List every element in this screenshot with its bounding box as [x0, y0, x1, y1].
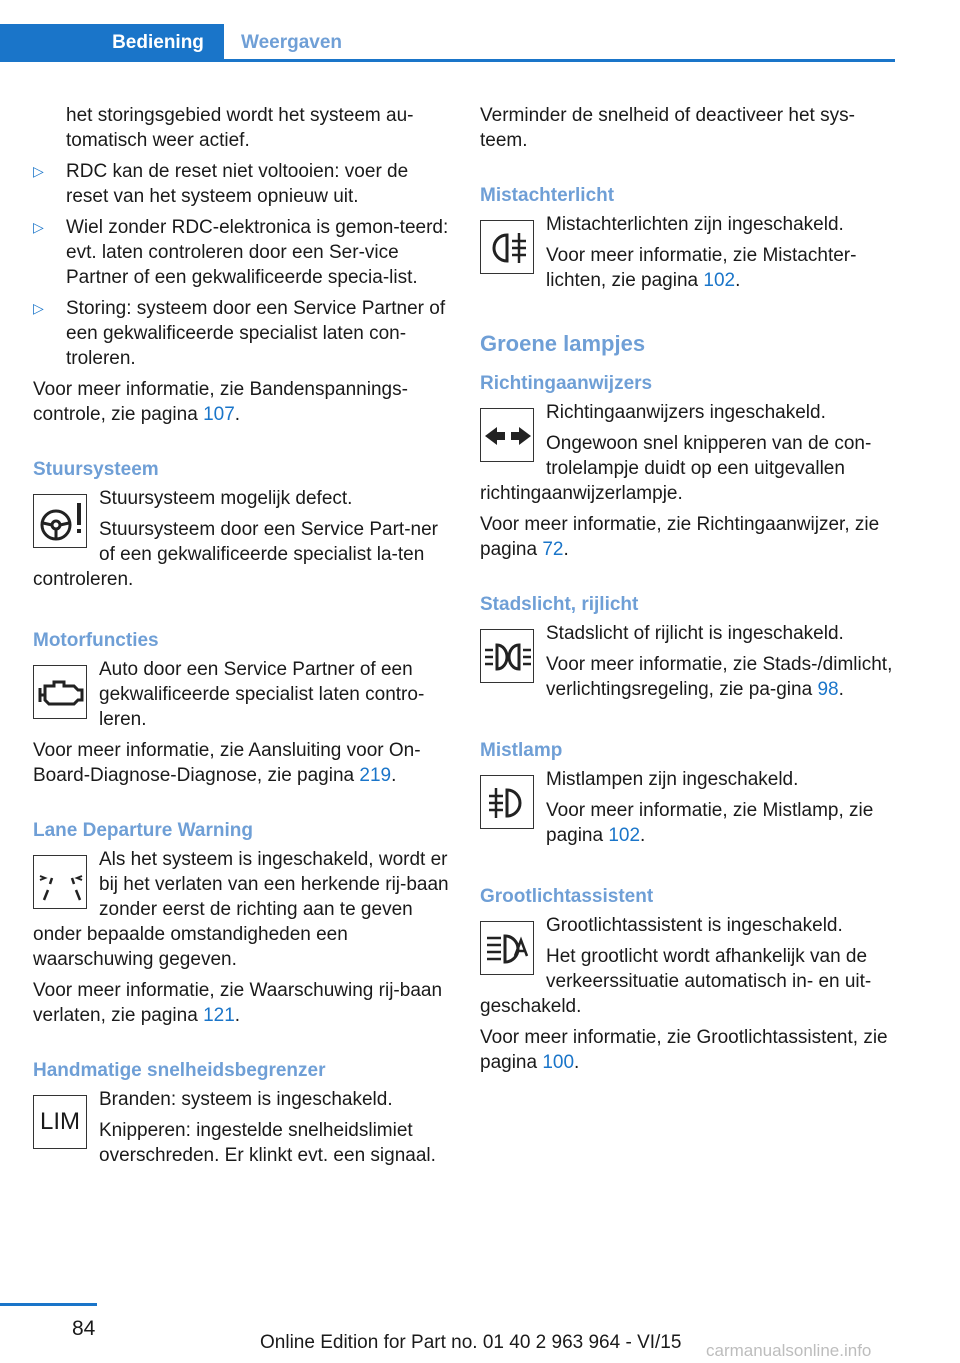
list-item	[33, 159, 451, 209]
item-text: Stuursysteem mogelijk defect.	[99, 488, 353, 509]
item-text: Als het systeem is ingeschakeld, wordt er bij het verlaten van een herkende rij-baan zonder eerst de richting aan te geven onder bepaalde omstandigheden een waarschuwing gegeven.	[33, 849, 449, 970]
reference-label: Voor meer informatie, zie Bandenspannings-controle, zie pagina	[33, 379, 408, 425]
parking-light-icon	[480, 629, 534, 683]
section-groene-lampjes	[480, 329, 898, 562]
reference-text: Voor meer informatie, zie Aansluiting voor On-Board-Diagnose-Diagnose, zie pagina 219.	[33, 740, 421, 786]
triangle-bullet-icon: ▷	[33, 300, 44, 316]
header-bar	[0, 0, 895, 62]
triangle-bullet-icon: ▷	[33, 163, 44, 179]
section-title: Stuursysteem	[33, 459, 159, 480]
section-motorfuncties	[33, 628, 451, 788]
reference-text: Voor meer informatie, zie Bandenspannings-controle, zie pagina 107.	[33, 379, 408, 425]
list-item-text: Storing: systeem door een Service Partner of een gekwalificeerde specialist laten con-troleren.	[66, 298, 446, 369]
edition-text: Online Edition for Part no. 01 40 2 963 964 - VI/15	[260, 1332, 682, 1353]
reference-label: Voor meer informatie, zie Grootlichtassistent, zie pagina	[480, 1027, 888, 1073]
section-lane-departure	[33, 818, 451, 1028]
rear-fog-light-icon	[480, 220, 534, 274]
tab-bediening-label: Bediening	[112, 32, 204, 53]
watermark: carmanualsonline.info	[706, 1341, 872, 1360]
tab-bediening[interactable]	[0, 24, 224, 62]
item-text: Mistachterlichten zijn ingeschakeld.	[546, 214, 844, 235]
item-text: Auto door een Service Partner of een gekwalificeerde specialist laten contro-leren.	[99, 659, 425, 730]
section-title: Stadslicht, rijlicht	[480, 594, 639, 615]
reference-text: Voor meer informatie, zie Stads-/dimlicht, verlichtingsregeling, zie pa-gina 98.	[546, 654, 893, 700]
reference-text: Voor meer informatie, zie Grootlichtassistent, zie pagina 100.	[480, 1027, 888, 1073]
paragraph-continuation: het storingsgebied wordt het systeem au-tomatisch weer actief.	[66, 105, 414, 151]
section-title: Handmatige snelheidsbegrenzer	[33, 1060, 326, 1081]
reference-label: Voor meer informatie, zie Aansluiting voor On-Board-Diagnose-Diagnose, zie pagina	[33, 740, 421, 786]
reference-label: Voor meer informatie, zie Stads-/dimlicht, verlichtingsregeling, zie pa-gina	[546, 654, 893, 700]
speed-limiter-icon	[33, 1095, 87, 1149]
section-title: Mistlamp	[480, 740, 563, 761]
item-text: Stadslicht of rijlicht is ingeschakeld.	[546, 623, 844, 644]
section-grootlichtassistent	[480, 884, 898, 1075]
item-text: Knipperen: ingestelde snelheidslimiet overschreden. Er klinkt evt. een signaal.	[99, 1120, 436, 1166]
section-title: Motorfuncties	[33, 630, 159, 651]
section-title: Lane Departure Warning	[33, 820, 253, 841]
front-fog-light-icon	[480, 775, 534, 829]
reference-label: Voor meer informatie, zie Mistachter-lichten, zie pagina	[546, 245, 857, 291]
tab-weergaven[interactable]	[241, 24, 342, 62]
list-item	[33, 296, 451, 371]
section-title: Mistachterlicht	[480, 185, 615, 206]
section-title: Richtingaanwijzers	[480, 373, 653, 394]
item-text: Ongewoon snel knipperen van de con-trolelampje duidt op een uitgevallen richtingaanwijzerlampje.	[480, 433, 872, 504]
steering-warning-icon	[33, 494, 87, 548]
item-text: Mistlampen zijn ingeschakeld.	[546, 769, 799, 790]
section-stuursysteem	[33, 457, 451, 598]
reference-text: Voor meer informatie, zie Mistachter-lichten, zie pagina 102.	[546, 245, 857, 291]
reference-label: Voor meer informatie, zie Richtingaanwijzer, zie pagina	[480, 514, 880, 560]
item-text: Stuursysteem door een Service Part-ner of een gekwalificeerde specialist la-ten controleren.	[33, 519, 438, 590]
page-link[interactable]: 121	[203, 1005, 235, 1026]
page-link[interactable]: 98	[817, 679, 839, 700]
list-item	[33, 215, 451, 290]
page-link[interactable]: 100	[542, 1052, 575, 1073]
lim-icon-text: LIM	[39, 1108, 80, 1135]
section-mistachterlicht	[480, 183, 898, 299]
item-text: Branden: systeem is ingeschakeld.	[99, 1089, 393, 1110]
engine-icon	[33, 665, 87, 719]
tab-weergaven-label: Weergaven	[241, 32, 343, 53]
lane-departure-icon	[33, 855, 87, 909]
subsection-richtingaanwijzers	[480, 371, 898, 562]
page-link[interactable]: 102	[608, 825, 641, 846]
reference-text: Voor meer informatie, zie Richtingaanwijzer, zie pagina 72.	[480, 514, 880, 560]
header-divider	[224, 59, 895, 62]
footer-divider	[0, 1303, 97, 1306]
reference-label: Voor meer informatie, zie Waarschuwing rij-baan verlaten, zie pagina	[33, 980, 443, 1026]
page-link[interactable]: 219	[359, 765, 392, 786]
section-snelheidsbegrenzer	[33, 1058, 451, 1174]
item-text: Grootlichtassistent is ingeschakeld.	[546, 915, 843, 936]
section-stadslicht	[480, 592, 898, 708]
item-text: Het grootlicht wordt afhankelijk van de verkeerssituatie automatisch in- en uit-geschakeld.	[480, 946, 872, 1017]
page-link[interactable]: 107	[203, 404, 235, 425]
section-heading: Groene lampjes	[480, 331, 646, 356]
list-item-text: RDC kan de reset niet voltooien: voer de reset van het systeem opnieuw uit.	[66, 161, 409, 207]
triangle-bullet-icon: ▷	[33, 219, 44, 235]
page-number: 84	[72, 1317, 96, 1340]
page-link[interactable]: 102	[703, 270, 736, 291]
high-beam-assistant-icon	[480, 921, 534, 975]
page-link[interactable]: 72	[542, 539, 564, 560]
paragraph-continuation: Verminder de snelheid of deactiveer het sys-teem.	[480, 105, 855, 151]
reference-text: Voor meer informatie, zie Waarschuwing rij-baan verlaten, zie pagina 121.	[33, 980, 443, 1026]
turn-signal-icon	[480, 408, 534, 462]
section-mistlamp	[480, 738, 898, 854]
section-title: Grootlichtassistent	[480, 886, 654, 907]
item-text: Richtingaanwijzers ingeschakeld.	[546, 402, 826, 423]
list-item-text: Wiel zonder RDC-elektronica is gemon-teerd: evt. laten controleren door een Ser-vice Partner of een gekwalificeerde specia-list.	[66, 217, 449, 288]
left-column	[33, 103, 451, 1174]
right-column	[480, 103, 898, 1081]
reference-label: Voor meer informatie, zie Mistlamp, zie pagina	[546, 800, 874, 846]
reference-text: Voor meer informatie, zie Mistlamp, zie pagina 102.	[546, 800, 874, 846]
